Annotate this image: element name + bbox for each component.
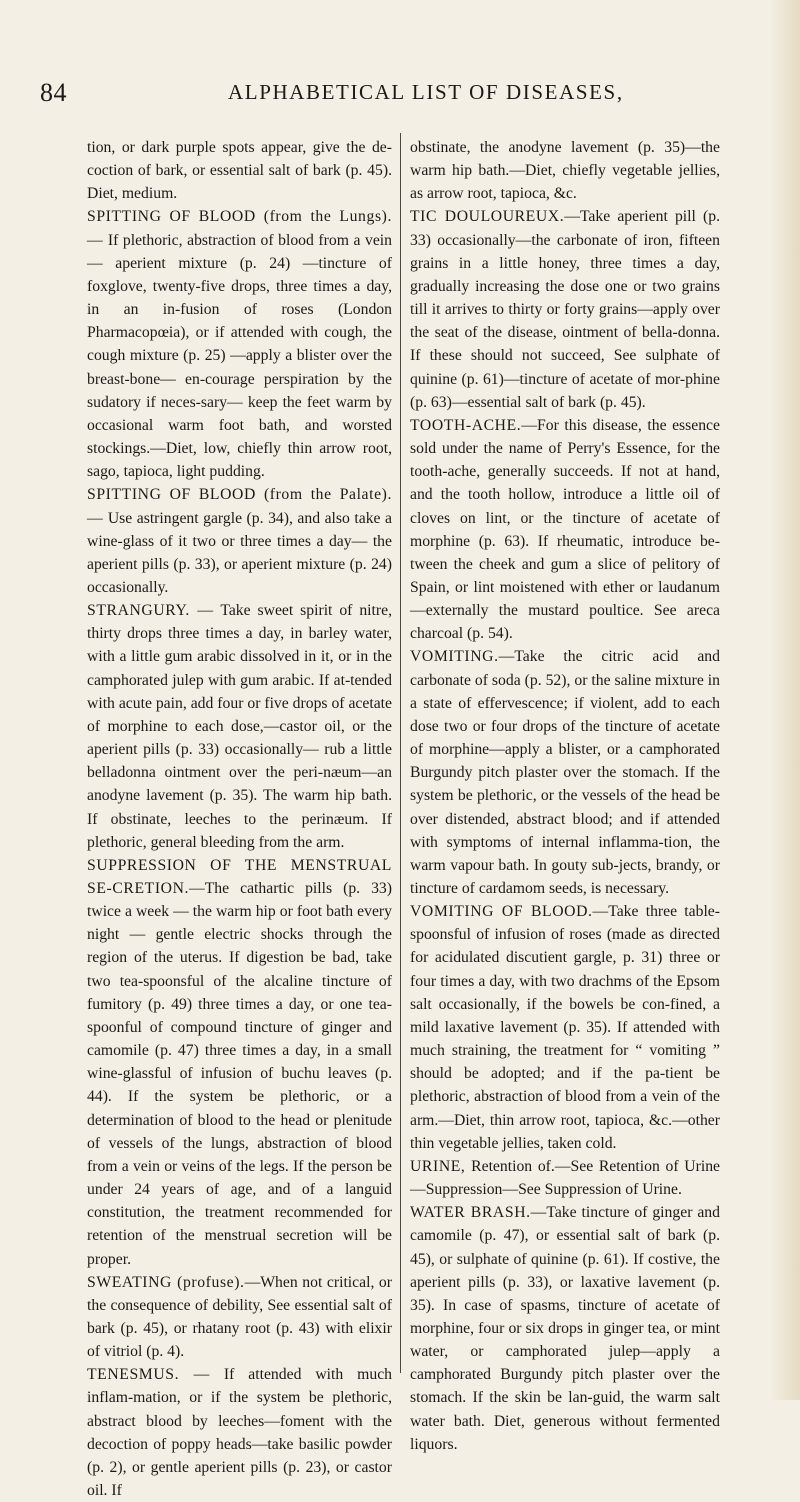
entry-heading: STRANGURY. — bbox=[87, 602, 214, 620]
entry-spitting-of-blood-palate bbox=[87, 483, 392, 599]
left-column bbox=[87, 136, 392, 1502]
right-continuation: obstinate, the anodyne lavement (p. 35)—the warm hip bath.—Diet, chiefly vegetable jellies, as arrow root, tapioca, &c. bbox=[410, 139, 720, 203]
entry-tenesmus bbox=[87, 1363, 392, 1502]
entry-tic-douloureux bbox=[410, 205, 720, 413]
entry-text: —The cathartic pills (p. 33) twice a week — the warm hip or foot bath every night — gentle electric shocks through the region of the uterus. If digestion be bad, take two tea-spoonsful of the alcaline tincture of fumitory (p. 49) three times a day, or one tea-spoonful of compound tincture of ginger and camomile (p. 47) three times a day, in a small wine-glassful of infusion of buchu leaves (p. 44). If the system be plethoric, or a determination of blood to the head or plenitude of vessels of the lungs, abstraction of blood from a vein or veins of the legs. If the person be under 24 years of age, and of a languid constitution, the treatment recommended for retention of the menstrual secretion will be proper. bbox=[87, 880, 392, 1268]
entry-text: —For this disease, the essence sold under the name of Perry's Essence, for the tooth-ache, generally succeeds. If not at hand, and the tooth hollow, introduce a little oil of cloves on lint, or the tincture of acetate of morphine (p. 63). If rheumatic, introduce be-tween the cheek and gum a slice of pelitory of Spain, or lint moistened with ether or laudanum—externally the mustard poultice. See areca charcoal (p. 54). bbox=[410, 416, 720, 643]
entry-sweating bbox=[87, 1271, 392, 1364]
column-divider bbox=[400, 133, 401, 1373]
entry-vomiting-of-blood bbox=[410, 900, 720, 1155]
entry-urine bbox=[410, 1155, 720, 1201]
entry-tooth-ache bbox=[410, 414, 720, 646]
entry-text: Retention of.—See Retention of Urine —Suppression—See Suppression of Urine. bbox=[410, 1157, 720, 1199]
entry-text: If attended with much inflam-mation, or if the system be plethoric, abstract blood by leeches—foment with the decoction of poppy heads—take basilic powder (p. 2), or gentle aperient pills (p. 23), or castor oil. If bbox=[87, 1366, 393, 1500]
entry-heading: TOOTH-ACHE. bbox=[410, 416, 522, 434]
entry-vomiting bbox=[410, 645, 720, 900]
entry-heading: URINE, bbox=[410, 1157, 466, 1175]
right-column bbox=[410, 136, 720, 1456]
entry-text: —Take three table-spoonsful of infusion of roses (made as directed for acidulated discutient gargle, p. 31) three or four times a day, with two drachms of the Epsom salt occasionally, if the bowels be con-fined, a mild laxative lavement (p. 35). If attended with much straining, the treatment for “ vomiting ” should be adopted; and if the pa-tient be plethoric, abstraction of blood from a vein of the arm.—Diet, thin arrow root, tapioca, &c.—other thin vegetable jellies, taken cold. bbox=[410, 903, 720, 1152]
entry-text: Take sweet spirit of nitre, thirty drops three times a day, in barley water, with a little gum arabic dissolved in it, or in the camphorated julep with gum arabic. If at-tended with acute pain, add four or five drops of acetate of morphine to each dose,—castor oil, or the aperient pills (p. 33) occasionally— rub a little belladonna ointment over the peri-næum—an anodyne lavement (p. 35). The warm hip bath. If obstinate, leeches to the perinæum. If plethoric, general bleeding from the arm. bbox=[87, 602, 392, 851]
entry-text: —When not critical, or the consequence of debility, See essential salt of bark (p. 45), or rhatany root (p. 43) with elixir of vitriol (p. 4). bbox=[87, 1273, 393, 1361]
entry-text: If plethoric, abstraction of blood from a vein— aperient mixture (p. 24) —tincture of foxglove, twenty-five drops, three times a day, in an in-fusion of roses (London Pharmacopœia), or if attended with cough, the cough mixture (p. 25) —apply a blister over the breast-bone— en-courage perspiration by the sudatory if neces-sary— keep the feet warm by occasional warm foot bath, and worsted stockings.—Diet, low, chiefly thin arrow root, sago, tapioca, light pudding. bbox=[87, 231, 393, 481]
entry-heading: WATER BRASH. bbox=[410, 1204, 531, 1222]
entry-strangury bbox=[87, 599, 392, 854]
page-number: 84 bbox=[40, 78, 67, 107]
entry-text: Use astringent gargle (p. 34), and also take a wine-glass of it two or three times a day— the aperient pills (p. 33), or aperient mixture (p. 24) occasionally. bbox=[87, 509, 392, 596]
entry-heading: SPITTING OF BLOOD (from the Palate). — bbox=[87, 486, 392, 527]
entry-text: —Take aperient pill (p. 33) occasionally—the carbonate of iron, fifteen grains in a little honey, three times a day, gradually increasing the dose one or two grains till it arrives to thirty or forty grains—apply over the seat of the disease, ointment of bella-donna. If these should not succeed, See sulphate of quinine (p. 61)—tincture of acetate of mor-phine (p. 63)—essential salt of bark (p. 45). bbox=[410, 208, 720, 411]
entry-heading: VOMITING OF BLOOD. bbox=[410, 903, 593, 921]
entry-heading: SWEATING (profuse). bbox=[87, 1273, 245, 1291]
entry-spitting-of-blood-lungs bbox=[87, 205, 392, 483]
entry-text: —Take the citric acid and carbonate of soda (p. 52), or the saline mixture in a state of effervescence; if violent, add to each dose two or four drops of the tincture of acetate of morphine—apply a blister, or a camphorated Burgundy pitch plaster over the stomach. If the system be plethoric, or the vessels of the head be over distended, abstract blood; and if attended with symptoms of internal inflamma-tion, the warm vapour bath. In gouty sub-jects, brandy, or tincture of cardamom seeds, is necessary. bbox=[410, 648, 720, 897]
entry-heading: TENESMUS. — bbox=[87, 1366, 210, 1384]
entry-heading: VOMITING. bbox=[410, 648, 499, 666]
running-title: ALPHABETICAL LIST OF DISEASES, bbox=[228, 80, 624, 104]
left-continuation: tion, or dark purple spots appear, give the de-coction of bark, or essential salt of bark (p. 45). Diet, medium. bbox=[87, 139, 392, 203]
entry-suppression-menstrual bbox=[87, 854, 392, 1271]
entry-heading: TIC DOULOUREUX. bbox=[410, 208, 565, 226]
page-edge-shadow bbox=[770, 0, 800, 1400]
entry-water-brash bbox=[410, 1201, 720, 1456]
entry-heading: SUPPRESSION OF THE MENSTRUAL SE-CRETION. bbox=[87, 856, 392, 897]
entry-text: —Take tincture of ginger and camomile (p. 47), or essential salt of bark (p. 45), or sulphate of quinine (p. 61). If costive, the aperient pills (p. 33), or laxative lavement (p. 35). In case of spasms, tincture of acetate of morphine, four or six drops in ginger tea, or mint water, or camphorated julep—apply a camphorated Burgundy pitch plaster over the stomach. If the skin be lan-guid, the warm salt water bath. Diet, generous without fermented liquors. bbox=[410, 1204, 720, 1453]
entry-heading: SPITTING OF BLOOD (from the Lungs). — bbox=[87, 208, 392, 249]
